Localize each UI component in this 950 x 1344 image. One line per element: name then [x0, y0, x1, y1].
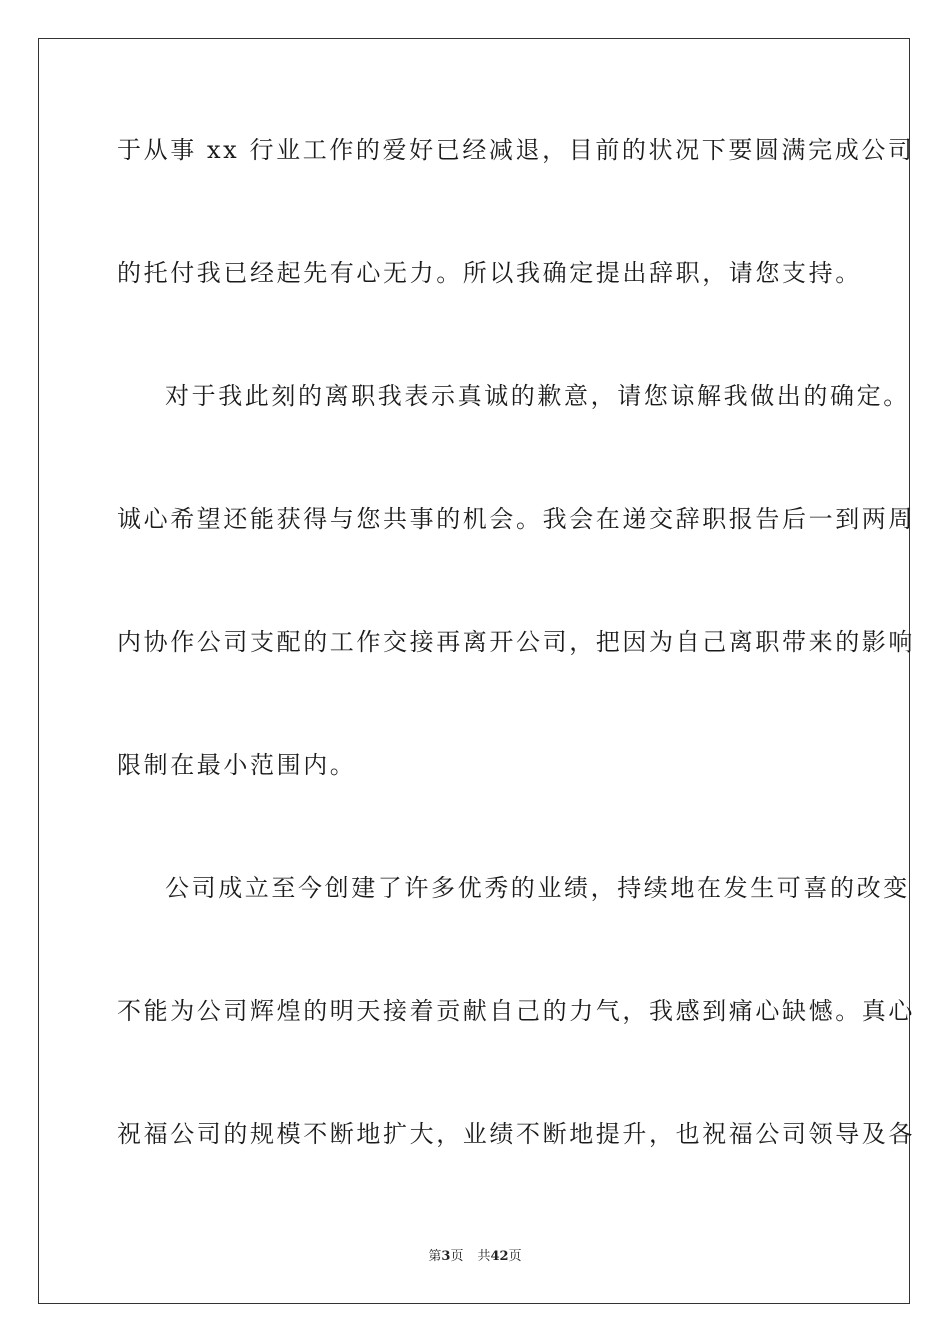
page-border — [38, 38, 915, 1304]
page-footer — [0, 1248, 950, 1266]
body-line: 于从事 xx 行业工作的爱好已经减退，目前的状况下要圆满完成公司 — [117, 136, 915, 164]
page-prefix: 第 — [428, 1249, 442, 1264]
body-line: 诚心希望还能获得与您共事的机会。我会在递交辞职报告后一到两周 — [117, 505, 915, 533]
page-number: 3 — [441, 1249, 451, 1264]
total-prefix: 共 — [477, 1249, 491, 1264]
page-suffix: 页 — [450, 1249, 464, 1264]
body-line: 限制在最小范围内。 — [117, 751, 357, 779]
body-line: 内协作公司支配的工作交接再离开公司，把因为自己离职带来的影响 — [117, 628, 915, 656]
paragraph-first-line: 公司成立至今创建了许多优秀的业绩，持续地在发生可喜的改变 — [165, 874, 910, 902]
paragraph-first-line: 对于我此刻的离职我表示真诚的歉意，请您谅解我做出的确定。 — [165, 382, 910, 410]
body-line: 不能为公司辉煌的明天接着贡献自己的力气，我感到痛心缺憾。真心 — [117, 997, 915, 1025]
total-suffix: 页 — [508, 1249, 522, 1264]
total-pages: 42 — [490, 1249, 509, 1264]
body-line: 祝福公司的规模不断地扩大，业绩不断地提升，也祝福公司领导及各 — [117, 1120, 915, 1148]
body-line: 的托付我已经起先有心无力。所以我确定提出辞职，请您支持。 — [117, 259, 862, 287]
